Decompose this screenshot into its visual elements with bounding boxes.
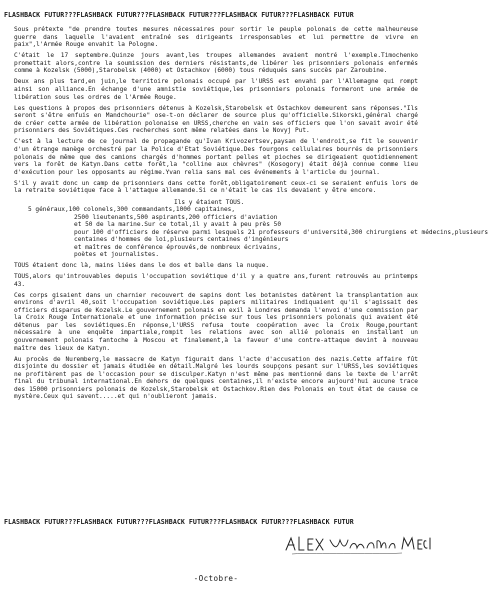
paragraph-krivozertsev: C'est à la lecture de ce journal de propagande qu'Ivan Krivozertsev,paysan de l'endroit,se fit le souvenir d'un étrange manège orchestré par la Police d'Etat Soviétique.Des fourgons cellulaires bourrés de prisonniers polonais de même que des camions chargés d'hommes portant pelles et pioches se dirigeaient quotidiennement vers la forêt de Katyn.Dans cette forêt,la "colline aux chèvres" (Kosogory) était déjà connue comme lieu d'exécution pour les opposants au régime.Yvan relia sans mal ces événements à l'article du journal. <box>14 138 418 176</box>
paragraph-invasion: Sous prétexte "de prendre toutes mesures nécessaires pour sortir le peuple polonais de cette malheureuse guerre dans laquelle l'avaient entraîné ses dirigeants irresponsables et lui permettre de vivre en paix",l'Armée Rouge envahit la Pologne. <box>14 26 418 49</box>
paragraph-june-invasion: Deux ans plus tard,en juin,le territoire polonais occupé par l'URSS est envahi par l'Allemagne qui rompt ainsi son alliance.En échange d'une amnistie soviétique,les prisonniers polonais formeront une armée de libération sous les ordres de l'Armée Rouge. <box>14 78 418 101</box>
victims-list-line: 5 généraux,100 colonels,300 commandants,1000 capitaines, <box>28 206 236 214</box>
paragraph-nuremberg: Au procès de Nuremberg,le massacre de Katyn figurait dans l'acte d'accusation des nazis.Cette affaire fût disjointe du dossier et jamais étudiée en détail.Malgré les lourds soupçons pesant sur l'URSS,les soviétiques ne profitèrent pas de l'occasion pour se disculper.Katyn n'est même pas mentionné dans le texte de l'arrêt final du tribunal international.En dehors de quelques centaines,il n'existe encore aujourd'hui aucune trace des 15000 prisonniers polonais de Kozelsk,Starobelsk et Ostachkov.Rien des Polonais en tout état de cause ce mystère.Ceux qui savent.....et qui n'oublieront jamais. <box>14 355 418 401</box>
victims-list-line: centaines d'hommes de loi,plusieurs centaines d'ingénieurs <box>74 236 289 244</box>
victims-list-heading: Ils y étaient TOUS. <box>174 198 245 206</box>
signature-scribble <box>282 532 432 558</box>
paragraph-forest-camp: S'il y avait donc un camp de prisonniers dans cette forêt,obligatoirement ceux-ci se seraient enfuis lors de la retraite soviétique face à l'attaque allemande.Si ce n'était le cas ils devaient y être encore. <box>14 179 418 195</box>
issue-month: -Octobre- <box>193 574 239 583</box>
victims-list-line: 2500 lieutenants,500 aspirants,200 officiers d'aviation <box>74 213 278 221</box>
article-body <box>14 26 488 405</box>
paragraph-all-there: TOUS étaient donc là, mains liées dans le dos et balle dans la nuque. <box>14 261 270 269</box>
flashback-banner-bottom: FLASHBACK FUTUR???FLASHBACK FUTUR???FLASHBACK FUTUR???FLASHBACK FUTUR???FLASHBACK FUTUR <box>4 518 354 526</box>
flashback-banner-top: FLASHBACK FUTUR???FLASHBACK FUTUR???FLASHBACK FUTUR???FLASHBACK FUTUR???FLASHBACK FUTUR <box>4 11 354 19</box>
handwritten-signature <box>282 532 432 558</box>
victims-list-line: poètes et journalistes. <box>74 251 160 259</box>
victims-list-line: pour 100 d'officiers de réserve parmi lesquels 21 professeurs d'université,300 chirurgiens et médecins,plusieurs <box>74 228 488 236</box>
victims-list <box>14 198 488 259</box>
victims-list-line: et maîtres de conférence éprouvés,de nombreux écrivains, <box>74 243 282 251</box>
paragraph-found-spring-43: TOUS,alors qu'introuvables depuis l'occupation soviétique d'il y a quatre ans,furent retrouvés au printemps 43. <box>14 273 418 288</box>
victims-list-line: et 50 de la marine.Sur ce total,il y avait à peu près 50 <box>74 221 282 229</box>
paragraph-mass-grave: Ces corps gisaient dans un charnier recouvert de sapins dont les botanistes datèrent la transplantation aux environs d'avril 40,soit l'occupation soviétique.Les papiers militaires indiquaient qu'il s'agissait des officiers disparus de Kozelsk.Le gouvernement polonais en exil à Londres demanda l'envoi d'une commission par la Croix Rouge Internationale et une information précise sur tous les prisonniers polonais qui avaient été détenus par les soviétiques.En réponse,l'URSS refusa toute coopération avec la Croix Rouge,pourtant nécessaire à une enquête impartiale,rompit les relations avec son allié polonais en installant un gouvernement polonais fantoche à Moscou et finalement,à la faveur d'une contre-attaque devint à nouveau maître des lieux de Katyn. <box>14 291 418 352</box>
paragraph-unanswered-questions: Les questions à propos des prisonniers détenus à Kozelsk,Starobelsk et Ostachkov demeurent sans réponses."Ils seront s'être enfuis en Mandchourie" ose-t-on déclarer de source plus qu'officielle.Sikorski,général chargé de créer cette armée de libération polonaise en URSS,cherche en vain ses officiers que l'on savait avoir été prisonniers des Soviétiques.Ces recherches sont même relatées dans le Novyj Put. <box>14 104 418 135</box>
paragraph-17-september: C'était le 17 septembre.Quinze jours avant,les troupes allemandes avaient montré l'exemple.Timochenko promettait alors,contre la soumission des derniers résistants,de libérer les prisonniers polonais enfermés comme à Kozelsk (5000),Starobelsk (4000) et Ostachkov (6000) tous réduqués sans succès par Zaroubine. <box>14 52 418 75</box>
